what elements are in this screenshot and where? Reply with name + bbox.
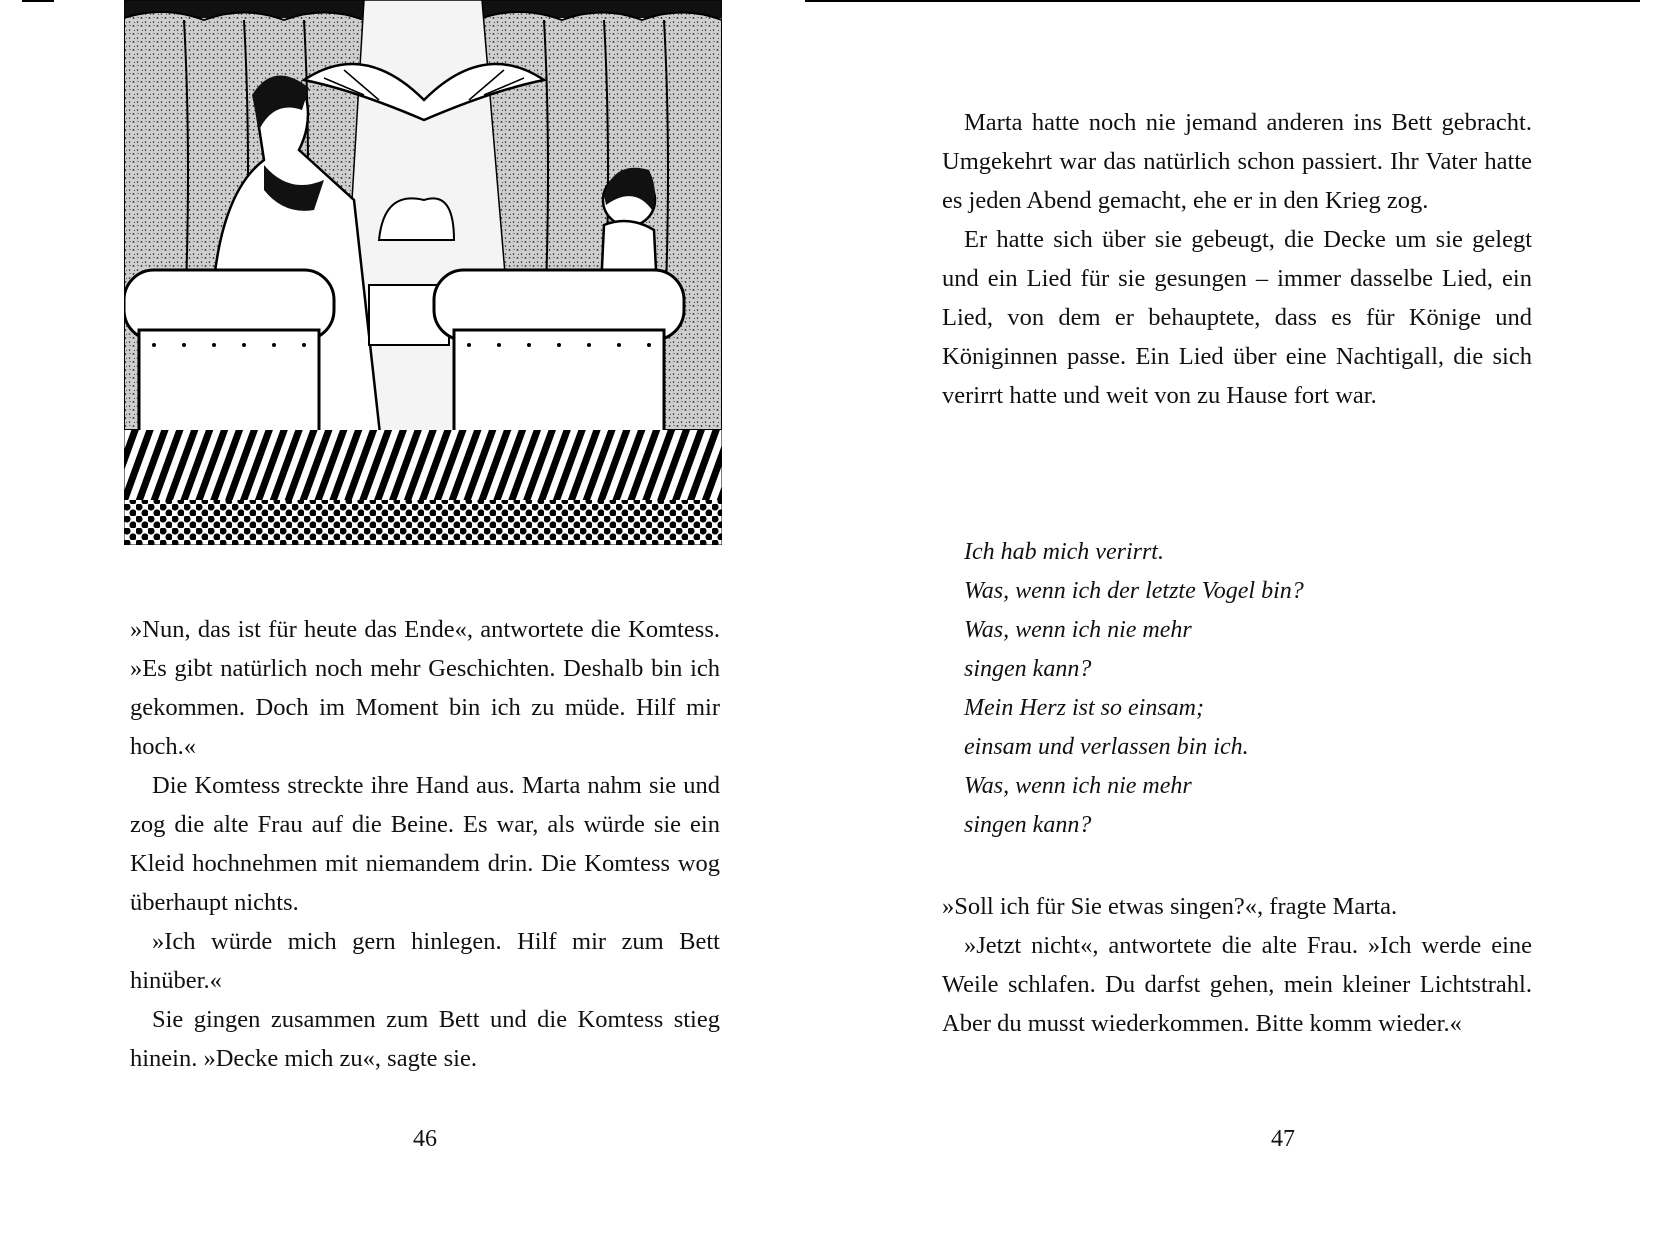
right-body-text-bottom	[942, 887, 1532, 1043]
book-illustration	[124, 0, 722, 545]
poem-line: Was, wenn ich nie mehr	[964, 617, 1192, 643]
page-number: 47	[1271, 1126, 1295, 1152]
paragraph: »Jetzt nicht«, antwortete die alte Frau. »Ich werde eine Weile schlafen. Du darfst gehen, mein kleiner Lichtstrahl. Aber du musst wiederkommen. Bitte komm wieder.«	[942, 932, 1532, 1037]
paragraph: Marta hatte noch nie jemand anderen ins Bett gebracht. Umgekehrt war das natürlich schon passiert. Ihr Vater hatte es jeden Abend gemacht, ehe er in den Krieg zog.	[942, 109, 1532, 214]
paragraph: »Soll ich für Sie etwas singen?«, fragte Marta.	[942, 893, 1398, 920]
poem-line: Ich hab mich verirrt.	[964, 539, 1164, 565]
poem-line: Mein Herz ist so einsam;	[964, 695, 1204, 721]
paragraph: Die Komtess streckte ihre Hand aus. Marta nahm sie und zog die alte Frau auf die Beine. Es war, als würde sie ein Kleid hochnehmen mit niemandem drin. Die Komtess wog überhaupt nichts.	[130, 772, 720, 916]
page-number: 46	[413, 1126, 437, 1152]
paragraph: »Nun, das ist für heute das Ende«, antwortete die Komtess. »Es gibt natürlich noch mehr Geschichten. Deshalb bin ich gekommen. Doch im Moment bin ich zu müde. Hilf mir hoch.«	[130, 616, 720, 760]
right-page	[827, 0, 1654, 1252]
paragraph: »Ich würde mich gern hinlegen. Hilf mir zum Bett hinüber.«	[130, 928, 720, 994]
poem-line: Was, wenn ich der letzte Vogel bin?	[964, 578, 1304, 604]
song-verse	[964, 533, 1484, 845]
poem-line: einsam und verlassen bin ich.	[964, 734, 1249, 760]
poem-line: Was, wenn ich nie mehr	[964, 773, 1192, 799]
right-body-text-top	[942, 103, 1532, 415]
paragraph: Er hatte sich über sie gebeugt, die Decke um sie gelegt und ein Lied für sie gesungen – immer dasselbe Lied, ein Lied, von dem er behauptete, dass es für Könige und Königinnen passe. Ein Lied über eine Nachtigall, die sich verirrt hatte und weit von zu Hause fort war.	[942, 226, 1532, 409]
poem-line: singen kann?	[964, 656, 1092, 682]
paragraph: Sie gingen zusammen zum Bett und die Komtess stieg hinein. »Decke mich zu«, sagte sie.	[130, 1006, 720, 1072]
left-body-text	[130, 610, 720, 1078]
poem-line: singen kann?	[964, 812, 1092, 838]
